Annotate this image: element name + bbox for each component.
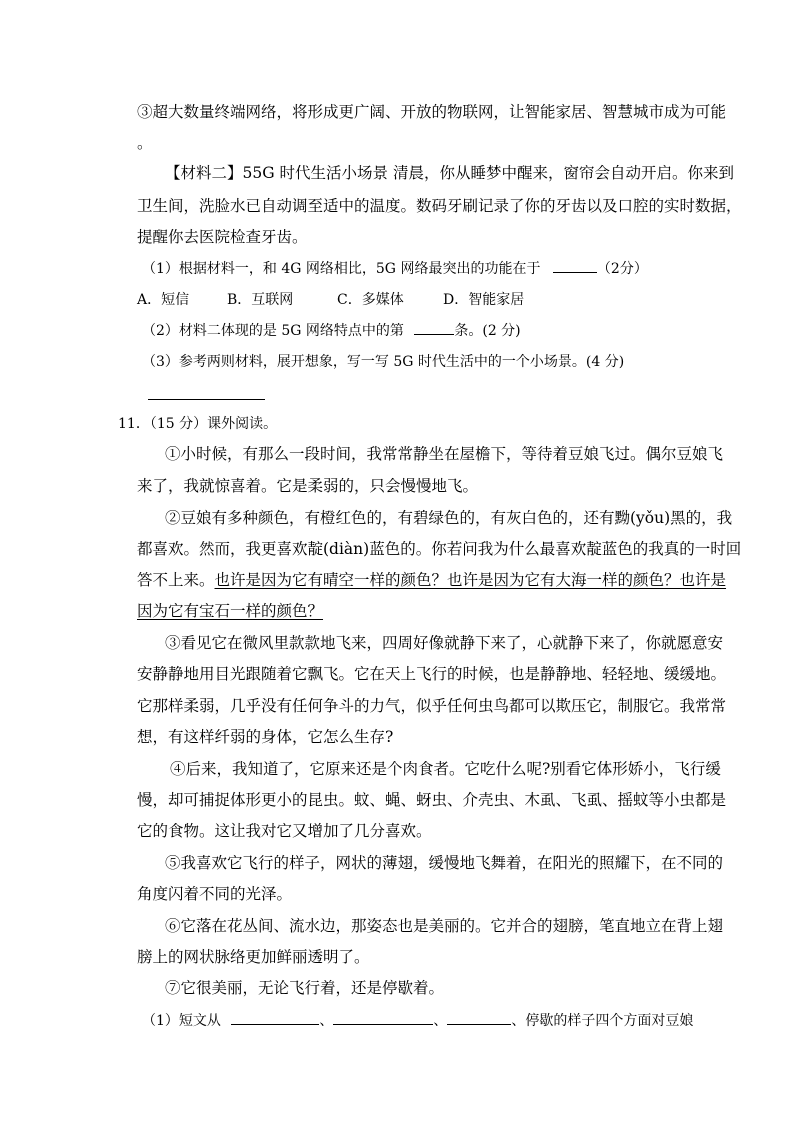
material1-point3-end: 。 <box>137 134 153 152</box>
material2-line3: 提醒你去医院检查牙齿。 <box>137 228 308 246</box>
q10-sub2-text: （2）材料二体现的是 5G 网络特点中的第 <box>142 323 404 339</box>
q10-sub2 <box>142 320 521 341</box>
q10-options <box>137 290 524 310</box>
q11-p3-line1: ③看见它在微风里款款地飞来，四周好像就静下来了，心就静下来了，你就愿意安 <box>165 634 724 652</box>
option-c[interactable]: C．多媒体 <box>337 292 404 308</box>
q11-p3-line4: 想，有这样纤弱的身体，它怎么生存? <box>137 728 394 746</box>
q11-p2-line3-underlined: 也许是因为它有晴空一样的颜色？也许是因为它有大海一样的颜色？也许是 <box>214 571 727 589</box>
material2-line1: 【材料二】55G 时代生活小场景 清晨，你从睡梦中醒来，窗帘会自动开启。你来到 <box>165 164 734 182</box>
q11-p4-line2: 慢，却可捕捉体形更小的昆虫。蚊、蝇、蚜虫、介壳虫、木虱、飞虱、摇蚊等小虫都是 <box>137 791 727 809</box>
q11-p5-line2: 角度闪着不同的光泽。 <box>137 885 293 903</box>
material1-point3: ③超大数量终端网络，将形成更广阔、开放的物联网，让智能家居、智慧城市成为可能 <box>137 103 727 121</box>
q11-p6-line1: ⑥它落在花丛间、流水边，那姿态也是美丽的。它并合的翅膀，笔直地立在背上翅 <box>165 917 724 935</box>
q11-p2-line3-plain: 答不上来。 <box>137 571 215 589</box>
q11-header: 11．（15 分）课外阅读。 <box>118 416 278 432</box>
answer-line[interactable] <box>148 399 265 400</box>
q11-p2-line2: 都喜欢。然而，我更喜欢靛(diàn)蓝色的。你若问我为什么最喜欢靛蓝色的我真的一时回 <box>137 540 742 558</box>
q11-p6-line2: 膀上的网状脉络更加鲜丽透明了。 <box>137 948 370 966</box>
q10-sub2-tail: 条。(2 分) <box>454 323 521 339</box>
option-a[interactable]: A．短信 <box>137 292 190 308</box>
option-d[interactable]: D．智能家居 <box>443 292 525 308</box>
q11-p2-line3 <box>137 570 726 590</box>
q11-p1-line2: 来了，我就惊喜着。它是柔弱的，只会慢慢地飞。 <box>137 477 479 495</box>
q11-p4-line1: ④后来，我知道了，它原来还是个肉食者。它吃什么呢?别看它体形娇小，飞行缓 <box>170 760 721 778</box>
answer-blank[interactable] <box>231 1010 319 1025</box>
q11-sub1-tail: 、停歇的样子四个方面对豆娘 <box>511 1013 694 1029</box>
q10-sub1-text: （1）根据材料一，和 4G 网络相比，5G 网络最突出的功能在于 <box>142 261 541 277</box>
q11-p2-line1: ②豆娘有多种颜色，有橙红色的，有碧绿色的，有灰白色的，还有黝(yǒu)黑的，我 <box>165 509 733 527</box>
separator: 、 <box>433 1013 448 1029</box>
q11-p7-line1: ⑦它很美丽，无论飞行着，还是停歇着。 <box>165 979 445 997</box>
answer-blank[interactable] <box>333 1010 433 1025</box>
q11-p3-line3: 它那样柔弱，几乎没有任何争斗的力气，似乎任何虫鸟都可以欺压它，制服它。我常常 <box>137 697 727 715</box>
q10-sub1-score: （2分） <box>596 261 648 277</box>
q11-sub1-text: （1）短文从 <box>142 1013 221 1029</box>
material2-line2: 卫生间，洗脸水已自动调至适中的温度。数码牙刷记录了你的牙齿以及口腔的实时数据， <box>137 197 742 215</box>
q11-p2-line4 <box>137 601 323 621</box>
q11-sub1 <box>142 1010 693 1031</box>
q11-p5-line1: ⑤我喜欢它飞行的样子，网状的薄翅，缓慢地飞舞着，在阳光的照耀下，在不同的 <box>165 854 724 872</box>
q10-sub1 <box>142 258 648 279</box>
q11-p1-line1: ①小时候，有那么一段时间，我常常静坐在屋檐下，等待着豆娘飞过。偶尔豆娘飞 <box>165 445 724 463</box>
option-b[interactable]: B．互联网 <box>227 292 294 308</box>
answer-blank[interactable] <box>447 1010 511 1025</box>
q11-p3-line2: 安静静地用目光跟随着它飘飞。它在天上飞行的时候，也是静静地、轻轻地、缓缓地。 <box>137 665 727 683</box>
q11-p4-line3: 它的食物。这让我对它又增加了几分喜欢。 <box>137 822 432 840</box>
separator: 、 <box>319 1013 334 1029</box>
q10-sub3: （3）参考两则材料，展开想象，写一写 5G 时代生活中的一个小场景。(4 分) <box>142 354 625 370</box>
answer-blank[interactable] <box>553 258 597 273</box>
answer-blank[interactable] <box>414 320 454 335</box>
q11-p2-line4-underlined: 因为它有宝石一样的颜色？ <box>137 602 324 620</box>
